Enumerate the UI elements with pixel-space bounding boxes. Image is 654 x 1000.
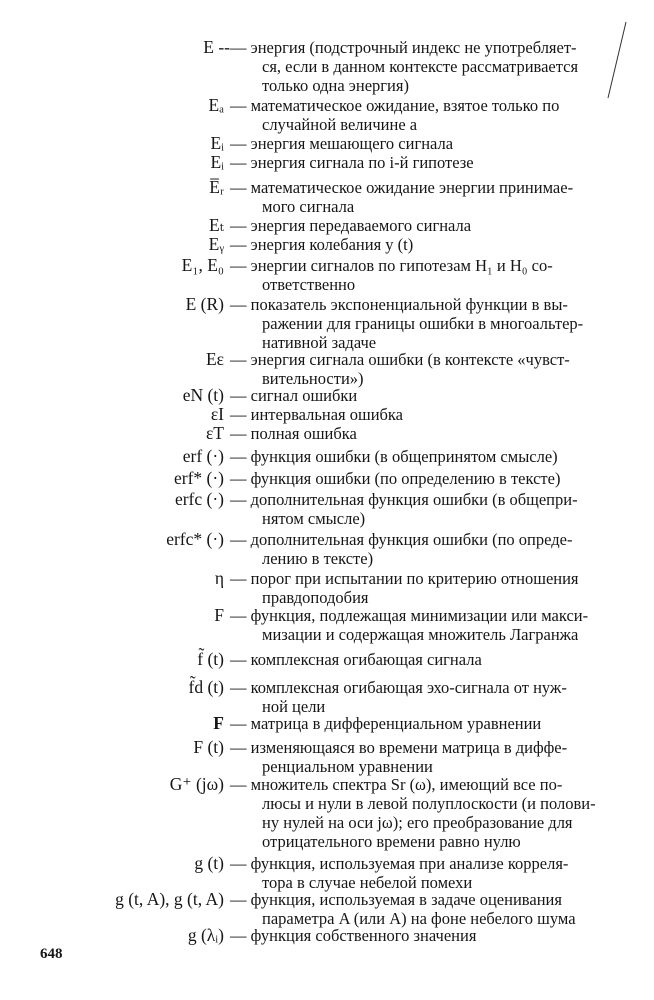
entry-definition: [230, 738, 615, 776]
entry-symbol: Eᵢ: [210, 133, 224, 153]
entry-symbol: F: [214, 605, 224, 625]
definition-line: тора в случае небелой помехи: [262, 873, 473, 892]
definition-line: — математическое ожидание, взятое только по: [230, 96, 560, 115]
definition-line: — математическое ожидание энергии принимае-: [230, 178, 574, 197]
entry-symbol: Eₐ: [208, 95, 224, 115]
entry-definition: [230, 530, 615, 568]
definition-line: — энергии сигналов по гипотезам H₁ и H₀ со-: [230, 256, 553, 275]
definition-line: ражении для границы ошибки в многоальтер-: [262, 314, 584, 333]
definition-line: ответственно: [262, 275, 356, 294]
entry-definition: [230, 606, 615, 644]
definition-line: случайной величине a: [262, 115, 418, 134]
entry-symbol: Eᵧ: [208, 234, 224, 254]
entry-symbol: erfc (·): [174, 489, 224, 509]
definition-line: — энергия сигнала по i-й гипотезе: [230, 153, 474, 172]
definition-line: отрицательного времени равно нулю: [262, 832, 521, 851]
entry-definition: [230, 678, 615, 716]
pencil-mark: [600, 20, 630, 100]
entry-symbol: εI: [210, 404, 224, 424]
definition-line: — изменяющаяся во времени матрица в диффе-: [230, 738, 568, 757]
entry-definition: [230, 153, 615, 172]
entry-definition: [230, 854, 615, 892]
entry-symbol: f̃ (t): [197, 649, 224, 669]
definition-line: — комплексная огибающая сигнала: [230, 650, 482, 669]
definition-line: — комплексная огибающая эхо-сигнала от нуж-: [230, 678, 567, 697]
entry-definition: [230, 447, 615, 466]
definition-line: — энергия колебания y (t): [230, 235, 414, 254]
entry-symbol: Eε: [205, 349, 224, 369]
entry-symbol: E (R): [185, 294, 224, 314]
definition-line: вительности»): [262, 369, 364, 388]
entry-definition: [230, 295, 615, 352]
definition-line: ренциальном уравнении: [262, 757, 433, 776]
definition-line: — энергия передаваемого сигнала: [230, 216, 472, 235]
entry-definition: [230, 386, 615, 405]
definition-line: — энергия (подстрочный индекс не употребляет-: [230, 38, 577, 57]
definition-line: — дополнительная функция ошибки (по опреде-: [230, 530, 573, 549]
definition-line: — функция, подлежащая минимизации или макси-: [230, 606, 589, 625]
definition-line: — множитель спектра Sr (ω), имеющий все по-: [230, 775, 563, 794]
entry-definition: [230, 256, 615, 294]
definition-line: только одна энергия): [262, 76, 409, 95]
definition-line: мизации и содержащая множитель Лагранжа: [262, 625, 579, 644]
entry-symbol: E --: [203, 37, 230, 57]
entry-symbol: erf (·): [182, 446, 224, 466]
entry-symbol: f̃d (t): [188, 677, 224, 697]
definition-line: — полная ошибка: [230, 424, 357, 443]
definition-line: лению в тексте): [262, 549, 374, 568]
entry-definition: [230, 424, 615, 443]
entry-symbol: eN (t): [182, 385, 224, 405]
definition-line: мого сигнала: [262, 197, 355, 216]
entry-symbol: E₁, E₀: [181, 255, 224, 275]
definition-line: — функция собственного значения: [230, 926, 477, 945]
entry-symbol: εT: [205, 423, 224, 443]
definition-line: — матрица в дифференциальном уравнении: [230, 714, 542, 733]
entry-symbol: η: [214, 568, 224, 588]
definition-line: нятом смысле): [262, 509, 366, 528]
definition-line: — дополнительная функция ошибки (в общепри-: [230, 490, 578, 509]
entry-definition: [230, 178, 615, 216]
entry-definition: [230, 235, 615, 254]
definition-line: — функция, используемая в задаче оценивания: [230, 890, 562, 909]
definition-line: нативной задаче: [262, 333, 377, 352]
definition-line: — интервальная ошибка: [230, 405, 404, 424]
entry-definition: [230, 569, 615, 607]
entry-symbol: g (λᵢ): [187, 925, 224, 945]
entry-symbol: G⁺ (jω): [169, 774, 224, 794]
definition-line: люсы и нули в левой полуплоскости (и полови-: [262, 794, 596, 813]
entry-definition: [230, 405, 615, 424]
definition-line: — показатель экспоненциальной функции в вы-: [230, 295, 568, 314]
entry-definition: [230, 134, 615, 153]
entry-symbol: erf* (·): [173, 468, 224, 488]
entry-definition: [230, 890, 615, 928]
definition-line: — функция ошибки (в общепринятом смысле): [230, 447, 558, 466]
definition-line: — порог при испытании по критерию отношения: [230, 569, 579, 588]
definition-line: правдоподобия: [262, 588, 369, 607]
definition-line: — функция, используемая при анализе корреля-: [230, 854, 569, 873]
entry-symbol: F (t): [193, 737, 224, 757]
entry-definition: [230, 38, 615, 95]
entry-definition: [230, 714, 615, 733]
definition-line: ся, если в данном контексте рассматривается: [262, 57, 579, 76]
entry-definition: [230, 490, 615, 528]
entry-symbol: erfc* (·): [166, 529, 224, 549]
entry-symbol: E̅ᵣ: [209, 177, 224, 197]
page-number: 648: [40, 946, 63, 962]
entry-definition: [230, 350, 615, 388]
definition-line: ной цели: [262, 697, 326, 716]
entry-symbol: g (t): [194, 853, 224, 873]
entry-definition: [230, 650, 615, 669]
definition-line: параметра A (или A) на фоне небелого шума: [262, 909, 576, 928]
entry-definition: [230, 469, 615, 488]
entry-definition: [230, 775, 615, 851]
definition-line: — сигнал ошибки: [230, 386, 358, 405]
entry-symbol: F: [213, 713, 224, 733]
entry-symbol: g (t, A), g (t, A): [115, 889, 224, 909]
definition-line: — энергия мешающего сигнала: [230, 134, 454, 153]
entry-definition: [230, 926, 615, 945]
entry-symbol: Eₜ: [208, 215, 224, 235]
entry-definition: [230, 216, 615, 235]
definition-line: — функция ошибки (по определению в тексте): [230, 469, 561, 488]
entry-definition: [230, 96, 615, 134]
definition-line: ну нулей на оси jω); его преобразование для: [262, 813, 573, 832]
entry-symbol: Eᵢ: [210, 152, 224, 172]
definition-line: — энергия сигнала ошибки (в контексте «чувст-: [230, 350, 570, 369]
